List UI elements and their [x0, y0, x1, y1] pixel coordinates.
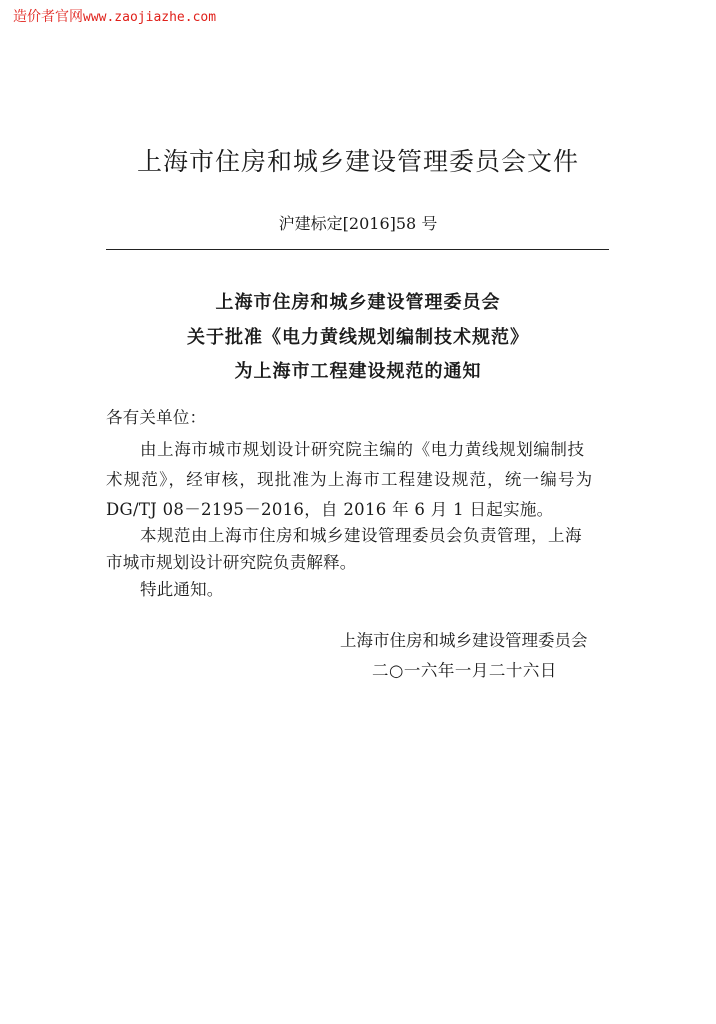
document-header-title: 上海市住房和城乡建设管理委员会文件	[136, 147, 579, 176]
paragraph-1-line-1: 由上海市城市规划设计研究院主编的《电力黄线规划编制技	[140, 440, 585, 459]
header-divider	[106, 249, 609, 250]
signature-organization: 上海市住房和城乡建设管理委员会	[340, 631, 588, 650]
paragraph-1-line-2: 术规范》，经审核，现批准为上海市工程建设规范，统一编号为	[106, 470, 594, 489]
notice-title-line-3: 为上海市工程建设规范的通知	[234, 361, 482, 382]
paragraph-3: 特此通知。	[140, 580, 224, 599]
watermark-label: 造价者官网	[13, 9, 83, 25]
document-number: 沪建标定[2016]58 号	[278, 214, 438, 233]
watermark	[13, 6, 216, 26]
paragraph-1-line-3: DG/TJ 08－2195－2016，自 2016 年 6 月 1 日起实施。	[106, 500, 554, 519]
paragraph-2-line-1: 本规范由上海市住房和城乡建设管理委员会负责管理，上海	[140, 526, 582, 545]
salutation: 各有关单位：	[106, 408, 207, 427]
signature-date: 二○一六年一月二十六日	[372, 661, 557, 680]
watermark-url[interactable]: www.zaojiazhe.com	[83, 10, 217, 25]
notice-title-line-2: 关于批准《电力黄线规划编制技术规范》	[187, 327, 529, 348]
paragraph-2-line-2: 市城市规划设计研究院负责解释。	[106, 553, 357, 572]
notice-title-line-1: 上海市住房和城乡建设管理委员会	[215, 292, 501, 313]
